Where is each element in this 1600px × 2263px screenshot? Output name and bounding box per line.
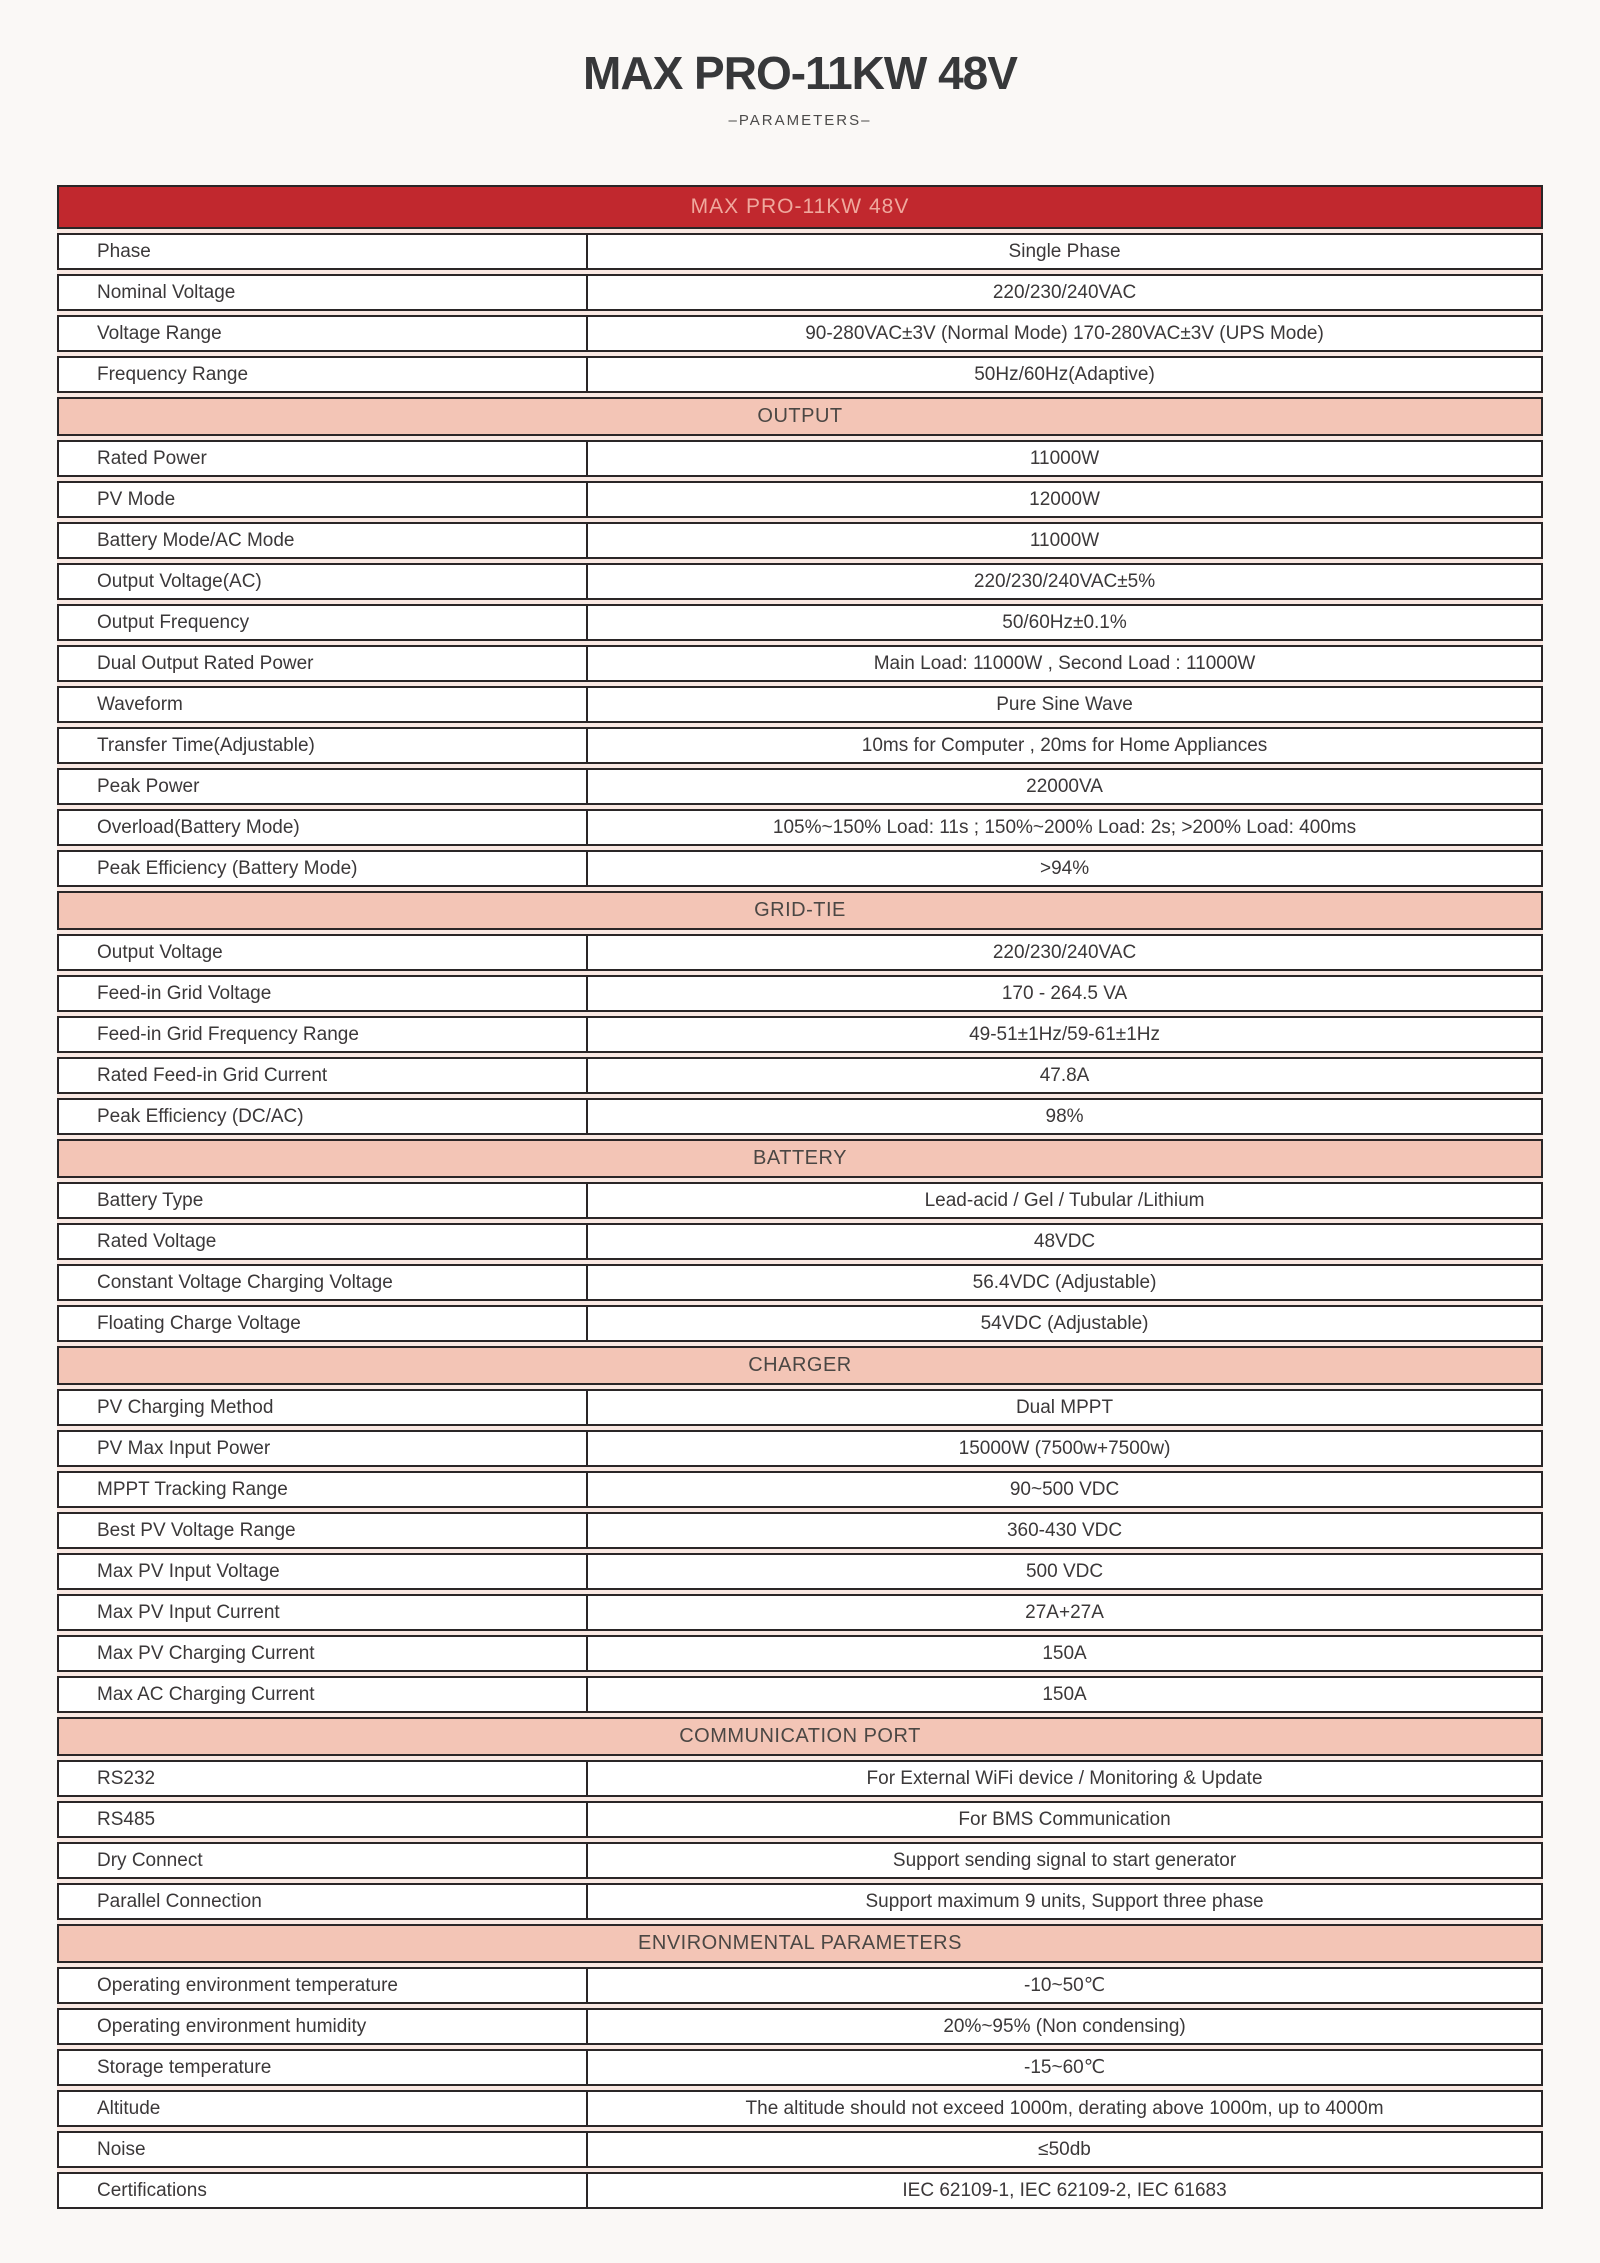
row-label: Storage temperature bbox=[59, 2051, 588, 2084]
row-label: Constant Voltage Charging Voltage bbox=[59, 1266, 588, 1299]
row-value: 48VDC bbox=[1033, 1230, 1096, 1252]
row-label: Frequency Range bbox=[59, 358, 588, 391]
row-label: Waveform bbox=[59, 688, 588, 721]
section-header-row bbox=[57, 891, 1543, 930]
section-header-label: COMMUNICATION PORT bbox=[679, 1725, 921, 1747]
table-row bbox=[57, 2090, 1543, 2127]
row-value: Single Phase bbox=[1008, 240, 1121, 262]
row-label: Voltage Range bbox=[59, 317, 588, 350]
table-row bbox=[57, 2049, 1543, 2086]
row-value: 150A bbox=[1042, 1683, 1087, 1705]
row-value: -10~50℃ bbox=[1024, 1975, 1106, 1996]
row-value: ≤50db bbox=[1038, 2138, 1091, 2160]
row-value: 90-280VAC±3V (Normal Mode) 170-280VAC±3V (UPS Mode) bbox=[805, 322, 1324, 344]
row-value: Lead-acid / Gel / Tubular /Lithium bbox=[924, 1189, 1205, 1211]
table-row bbox=[57, 1594, 1543, 1631]
row-label: Feed-in Grid Voltage bbox=[59, 977, 588, 1010]
row-label: PV Mode bbox=[59, 483, 588, 516]
row-value: Support maximum 9 units, Support three phase bbox=[865, 1890, 1264, 1912]
table-row bbox=[57, 1305, 1543, 1342]
row-label: Output Frequency bbox=[59, 606, 588, 639]
table-row bbox=[57, 1057, 1543, 1094]
table-row bbox=[57, 563, 1543, 600]
row-value: 220/230/240VAC bbox=[992, 941, 1137, 963]
table-row bbox=[57, 1389, 1543, 1426]
row-label: RS485 bbox=[59, 1803, 588, 1836]
row-label: Best PV Voltage Range bbox=[59, 1514, 588, 1547]
table-row bbox=[57, 1553, 1543, 1590]
table-row bbox=[57, 1016, 1543, 1053]
table-row bbox=[57, 481, 1543, 518]
table-row bbox=[57, 1635, 1543, 1672]
row-value: 220/230/240VAC±5% bbox=[973, 570, 1156, 592]
spec-table bbox=[57, 185, 1543, 2209]
row-label: Peak Efficiency (Battery Mode) bbox=[59, 852, 588, 885]
row-value: Support sending signal to start generator bbox=[892, 1849, 1237, 1871]
table-row bbox=[57, 1842, 1543, 1879]
table-row bbox=[57, 1760, 1543, 1797]
row-label: Phase bbox=[59, 235, 588, 268]
row-label: Peak Power bbox=[59, 770, 588, 803]
table-row bbox=[57, 809, 1543, 846]
row-label: Rated Power bbox=[59, 442, 588, 475]
section-header-label: OUTPUT bbox=[757, 405, 843, 427]
table-row bbox=[57, 1967, 1543, 2004]
table-row bbox=[57, 604, 1543, 641]
row-value: 20%~95% (Non condensing) bbox=[943, 2015, 1186, 2037]
row-value: >94% bbox=[1039, 857, 1090, 879]
row-label: Battery Mode/AC Mode bbox=[59, 524, 588, 557]
row-value: 105%~150% Load: 11s ; 150%~200% Load: 2s; >200% Load: 400ms bbox=[772, 816, 1357, 838]
table-row bbox=[57, 645, 1543, 682]
section-header-row bbox=[57, 397, 1543, 436]
row-value: 50/60Hz±0.1% bbox=[1002, 611, 1127, 633]
row-value: Main Load: 11000W , Second Load : 11000W bbox=[873, 652, 1256, 674]
row-label: Dual Output Rated Power bbox=[59, 647, 588, 680]
row-value: -15~60℃ bbox=[1024, 2057, 1106, 2078]
row-value: 27A+27A bbox=[1025, 1601, 1104, 1623]
table-row bbox=[57, 686, 1543, 723]
table-row bbox=[57, 1512, 1543, 1549]
row-label: Floating Charge Voltage bbox=[59, 1307, 588, 1340]
table-row bbox=[57, 2172, 1543, 2209]
row-value: 50Hz/60Hz(Adaptive) bbox=[974, 363, 1155, 385]
row-value: For BMS Communication bbox=[958, 1808, 1171, 1830]
table-title-label: MAX PRO-11KW 48V bbox=[690, 195, 910, 218]
table-row bbox=[57, 727, 1543, 764]
table-row bbox=[57, 356, 1543, 393]
row-value: IEC 62109-1, IEC 62109-2, IEC 61683 bbox=[902, 2179, 1227, 2201]
row-label: PV Charging Method bbox=[59, 1391, 588, 1424]
row-label: Operating environment humidity bbox=[59, 2010, 588, 2043]
row-label: Overload(Battery Mode) bbox=[59, 811, 588, 844]
table-row bbox=[57, 934, 1543, 971]
table-row bbox=[57, 1223, 1543, 1260]
table-row bbox=[57, 233, 1543, 270]
row-label: Feed-in Grid Frequency Range bbox=[59, 1018, 588, 1051]
row-label: Max PV Charging Current bbox=[59, 1637, 588, 1670]
table-row bbox=[57, 315, 1543, 352]
table-row bbox=[57, 2008, 1543, 2045]
row-value: 500 VDC bbox=[1025, 1560, 1104, 1582]
section-header-row bbox=[57, 1924, 1543, 1963]
row-value: For External WiFi device / Monitoring & Update bbox=[866, 1767, 1263, 1789]
table-row bbox=[57, 1471, 1543, 1508]
row-label: Certifications bbox=[59, 2174, 588, 2207]
section-header-row bbox=[57, 1346, 1543, 1385]
row-label: Output Voltage(AC) bbox=[59, 565, 588, 598]
section-header-label: ENVIRONMENTAL PARAMETERS bbox=[638, 1932, 962, 1954]
table-row bbox=[57, 274, 1543, 311]
row-label: Max PV Input Current bbox=[59, 1596, 588, 1629]
document-header bbox=[0, 46, 1600, 129]
row-label: Peak Efficiency (DC/AC) bbox=[59, 1100, 588, 1133]
row-value: 54VDC (Adjustable) bbox=[980, 1312, 1149, 1334]
row-value: 10ms for Computer , 20ms for Home Appliances bbox=[861, 734, 1268, 756]
row-value: 150A bbox=[1042, 1642, 1087, 1664]
row-label: Rated Feed-in Grid Current bbox=[59, 1059, 588, 1092]
row-value: 12000W bbox=[1029, 488, 1100, 510]
row-label: MPPT Tracking Range bbox=[59, 1473, 588, 1506]
section-header-label: GRID-TIE bbox=[754, 899, 846, 921]
row-value: 11000W bbox=[1029, 529, 1100, 551]
row-label: Max PV Input Voltage bbox=[59, 1555, 588, 1588]
row-value: 11000W bbox=[1029, 447, 1100, 469]
row-value: 360-430 VDC bbox=[1006, 1519, 1123, 1541]
row-value: Dual MPPT bbox=[1015, 1396, 1114, 1418]
row-label: Max AC Charging Current bbox=[59, 1678, 588, 1711]
row-label: Rated Voltage bbox=[59, 1225, 588, 1258]
row-label: Dry Connect bbox=[59, 1844, 588, 1877]
row-value: 56.4VDC (Adjustable) bbox=[972, 1271, 1157, 1293]
table-row bbox=[57, 1801, 1543, 1838]
table-row bbox=[57, 440, 1543, 477]
table-row bbox=[57, 1098, 1543, 1135]
row-label: PV Max Input Power bbox=[59, 1432, 588, 1465]
table-row bbox=[57, 522, 1543, 559]
row-value: 220/230/240VAC bbox=[992, 281, 1137, 303]
row-value: The altitude should not exceed 1000m, derating above 1000m, up to 4000m bbox=[745, 2097, 1384, 2119]
row-label: Altitude bbox=[59, 2092, 588, 2125]
table-row bbox=[57, 1430, 1543, 1467]
row-value: 47.8A bbox=[1039, 1064, 1090, 1086]
table-row bbox=[57, 768, 1543, 805]
table-row bbox=[57, 975, 1543, 1012]
row-label: Parallel Connection bbox=[59, 1885, 588, 1918]
page-subtitle: –PARAMETERS– bbox=[728, 112, 872, 129]
table-row bbox=[57, 1182, 1543, 1219]
row-value: 49-51±1Hz/59-61±1Hz bbox=[969, 1023, 1160, 1045]
row-label: Battery Type bbox=[59, 1184, 588, 1217]
row-value: 22000VA bbox=[1026, 775, 1103, 797]
table-row bbox=[57, 1883, 1543, 1920]
page-title: MAX PRO-11KW 48V bbox=[583, 47, 1017, 99]
row-value: 15000W (7500w+7500w) bbox=[958, 1437, 1171, 1459]
row-value: 170 - 264.5 VA bbox=[1001, 982, 1128, 1004]
section-header-label: BATTERY bbox=[753, 1147, 847, 1169]
row-label: Nominal Voltage bbox=[59, 276, 588, 309]
row-label: Noise bbox=[59, 2133, 588, 2166]
table-row bbox=[57, 1264, 1543, 1301]
table-row bbox=[57, 1676, 1543, 1713]
row-value: 98% bbox=[1045, 1105, 1084, 1127]
table-row bbox=[57, 850, 1543, 887]
table-row bbox=[57, 2131, 1543, 2168]
row-label: Operating environment temperature bbox=[59, 1969, 588, 2002]
row-label: Transfer Time(Adjustable) bbox=[59, 729, 588, 762]
section-header-row bbox=[57, 1717, 1543, 1756]
row-value: 90~500 VDC bbox=[1009, 1478, 1120, 1500]
section-header-row bbox=[57, 1139, 1543, 1178]
section-header-label: CHARGER bbox=[748, 1354, 852, 1376]
row-label: RS232 bbox=[59, 1762, 588, 1795]
row-value: Pure Sine Wave bbox=[996, 693, 1133, 715]
table-title-bar bbox=[57, 185, 1543, 229]
row-label: Output Voltage bbox=[59, 936, 588, 969]
